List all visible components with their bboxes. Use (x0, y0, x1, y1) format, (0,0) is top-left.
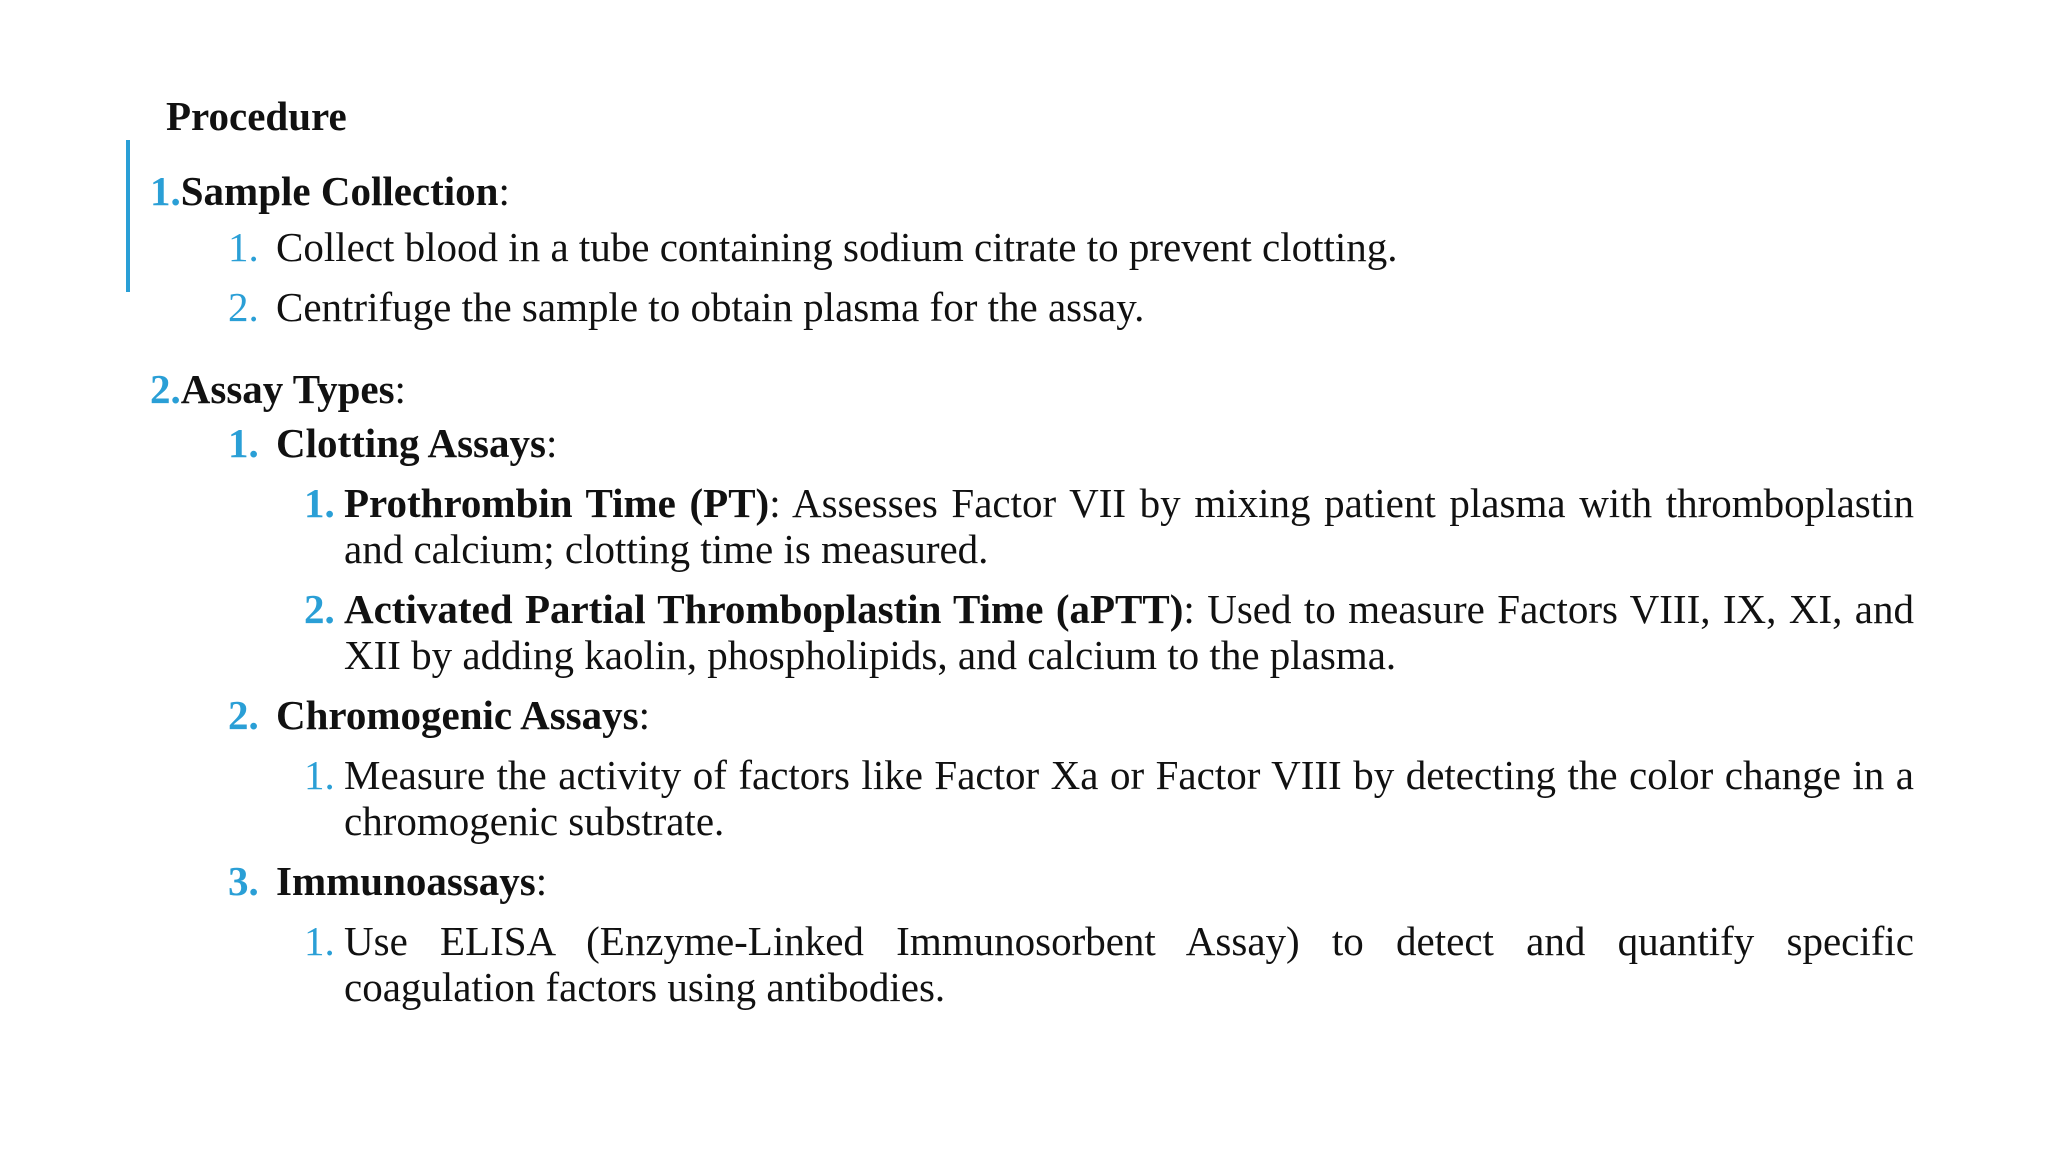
subsection-colon: : (638, 692, 650, 738)
list-item-centrifuge: Centrifuge the sample to obtain plasma for the assay. (276, 284, 1145, 330)
list-item-collect-blood: Collect blood in a tube containing sodium citrate to prevent clotting. (276, 224, 1398, 270)
section-assay-types (150, 366, 406, 412)
item-description: : Assesses Factor VII by mixing patient plasma with thromboplastin and calcium; clotting time is measured. (344, 480, 1915, 572)
subsection-clotting-assays (276, 420, 557, 466)
subsection-colon: : (545, 420, 558, 466)
item-number: 2. (304, 586, 335, 632)
item-prothrombin-time (344, 480, 1914, 572)
item-chromogenic-measure: Measure the activity of factors like Factor Xa or Factor VIII by detecting the color change in a chromogenic substrate. (344, 752, 1914, 844)
list-item-number: 2. (228, 284, 259, 330)
subsection-immunoassays (276, 858, 547, 904)
item-term: Activated Partial Thromboplastin Time (aPTT) (344, 586, 1184, 632)
subsection-number: 2. (228, 692, 259, 738)
item-term: Prothrombin Time (PT) (344, 480, 770, 526)
item-number: 1. (304, 480, 335, 526)
section-title: Sample Collection (180, 168, 499, 214)
subsection-colon: : (535, 858, 548, 904)
item-description: : Used to measure Factors VIII, IX, XI, and XII by adding kaolin, phospholipids, and calcium to the plasma. (344, 586, 1914, 678)
section-sample-collection (150, 168, 510, 214)
subsection-number: 3. (228, 858, 259, 904)
accent-bar (126, 140, 130, 292)
subsection-title: Chromogenic Assays (276, 692, 639, 738)
subsection-title: Clotting Assays (276, 420, 546, 466)
procedure-heading: Procedure (166, 93, 347, 139)
item-aptt (344, 586, 1914, 678)
subsection-title: Immunoassays (276, 858, 536, 904)
item-number: 1. (304, 918, 335, 964)
section-number: 1. (150, 168, 181, 214)
item-number: 1. (304, 752, 335, 798)
section-colon: : (498, 168, 510, 214)
subsection-number: 1. (228, 420, 259, 466)
section-colon: : (394, 366, 406, 412)
section-number: 2. (150, 366, 181, 412)
list-item-number: 1. (228, 224, 259, 270)
item-elisa: Use ELISA (Enzyme-Linked Immunosorbent Assay) to detect and quantify specific coagulation factors using antibodies. (344, 918, 1914, 1010)
section-title: Assay Types (180, 366, 395, 412)
subsection-chromogenic-assays (276, 692, 650, 738)
